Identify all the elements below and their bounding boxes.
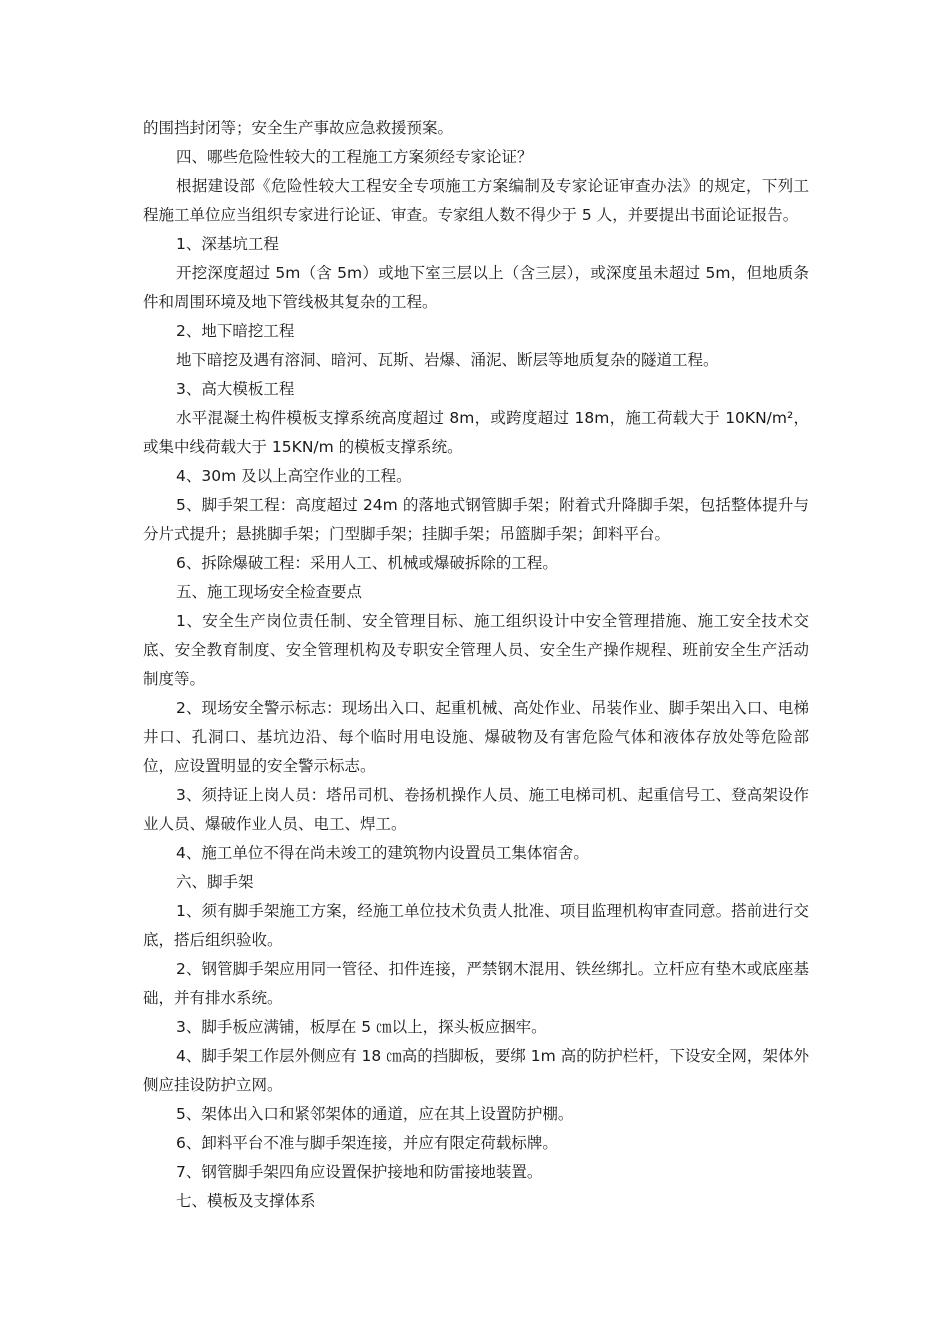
list-item: 5、架体出入口和紧邻架体的通道，应在其上设置防护棚。 bbox=[176, 1105, 574, 1123]
list-item: 4、脚手架工作层外侧应有 18 ㎝高的挡脚板，要绑 1m 高的防护栏杆，下设安全网，架体外侧应挂设防护立网。 bbox=[143, 1047, 809, 1094]
list-item: 2、钢管脚手架应用同一管径、扣件连接，严禁钢木混用、铁丝绑扎。立杆应有垫木或底座基础，并有排水系统。 bbox=[143, 960, 809, 1007]
list-item: 7、钢管脚手架四角应设置保护接地和防雷接地装置。 bbox=[176, 1163, 543, 1181]
section-heading: 六、脚手架 bbox=[176, 873, 254, 891]
list-item: 5、脚手架工程：高度超过 24m 的落地式钢管脚手架；附着式升降脚手架，包括整体提升与分片式提升；悬挑脚手架；门型脚手架；挂脚手架；吊篮脚手架；卸料平台。 bbox=[143, 496, 809, 543]
item-heading: 3、高大模板工程 bbox=[176, 380, 295, 398]
list-item: 4、30m 及以上高空作业的工程。 bbox=[176, 467, 412, 485]
document-body bbox=[143, 114, 809, 1216]
list-item: 4、施工单位不得在尚未竣工的建筑物内设置员工集体宿舍。 bbox=[176, 844, 589, 862]
section-heading: 五、施工现场安全检查要点 bbox=[176, 583, 363, 601]
paragraph: 的围挡封闭等；安全生产事故应急救援预案。 bbox=[143, 119, 454, 137]
paragraph: 开挖深度超过 5m（含 5m）或地下室三层以上（含三层），或深度虽未超过 5m，但地质条件和周围环境及地下管线极其复杂的工程。 bbox=[143, 264, 809, 311]
item-heading: 1、深基坑工程 bbox=[176, 235, 279, 253]
list-item: 3、须持证上岗人员：塔吊司机、卷扬机操作人员、施工电梯司机、起重信号工、登高架设作业人员、爆破作业人员、电工、焊工。 bbox=[143, 786, 809, 833]
list-item: 1、安全生产岗位责任制、安全管理目标、施工组织设计中安全管理措施、施工安全技术交底、安全教育制度、安全管理机构及专职安全管理人员、安全生产操作规程、班前安全生产活动制度等。 bbox=[143, 612, 809, 688]
paragraph: 水平混凝土构件模板支撑系统高度超过 8m，或跨度超过 18m，施工荷载大于 10KN/m²，或集中线荷载大于 15KN/m 的模板支撑系统。 bbox=[143, 409, 809, 456]
list-item: 1、须有脚手架施工方案，经施工单位技术负责人批准、项目监理机构审查同意。搭前进行交底，搭后组织验收。 bbox=[143, 902, 809, 949]
section-heading: 四、哪些危险性较大的工程施工方案须经专家论证？ bbox=[176, 148, 533, 166]
list-item: 3、脚手板应满铺，板厚在 5 ㎝以上，探头板应捆牢。 bbox=[176, 1018, 547, 1036]
section-heading: 七、模板及支撑体系 bbox=[176, 1192, 316, 1210]
paragraph: 地下暗挖及遇有溶洞、暗河、瓦斯、岩爆、涌泥、断层等地质复杂的隧道工程。 bbox=[176, 351, 719, 369]
list-item: 2、现场安全警示标志：现场出入口、起重机械、高处作业、吊装作业、脚手架出入口、电梯井口、孔洞口、基坑边沿、每个临时用电设施、爆破物及有害危险气体和液体存放处等危险部位，应设置明显的安全警示标志。 bbox=[143, 699, 809, 775]
list-item: 6、拆除爆破工程：采用人工、机械或爆破拆除的工程。 bbox=[176, 554, 558, 572]
item-heading: 2、地下暗挖工程 bbox=[176, 322, 295, 340]
list-item: 6、卸料平台不准与脚手架连接，并应有限定荷载标牌。 bbox=[176, 1134, 558, 1152]
paragraph: 根据建设部《危险性较大工程安全专项施工方案编制及专家论证审查办法》的规定，下列工程施工单位应当组织专家进行论证、审查。专家组人数不得少于 5 人，并要提出书面论证报告。 bbox=[143, 177, 809, 224]
